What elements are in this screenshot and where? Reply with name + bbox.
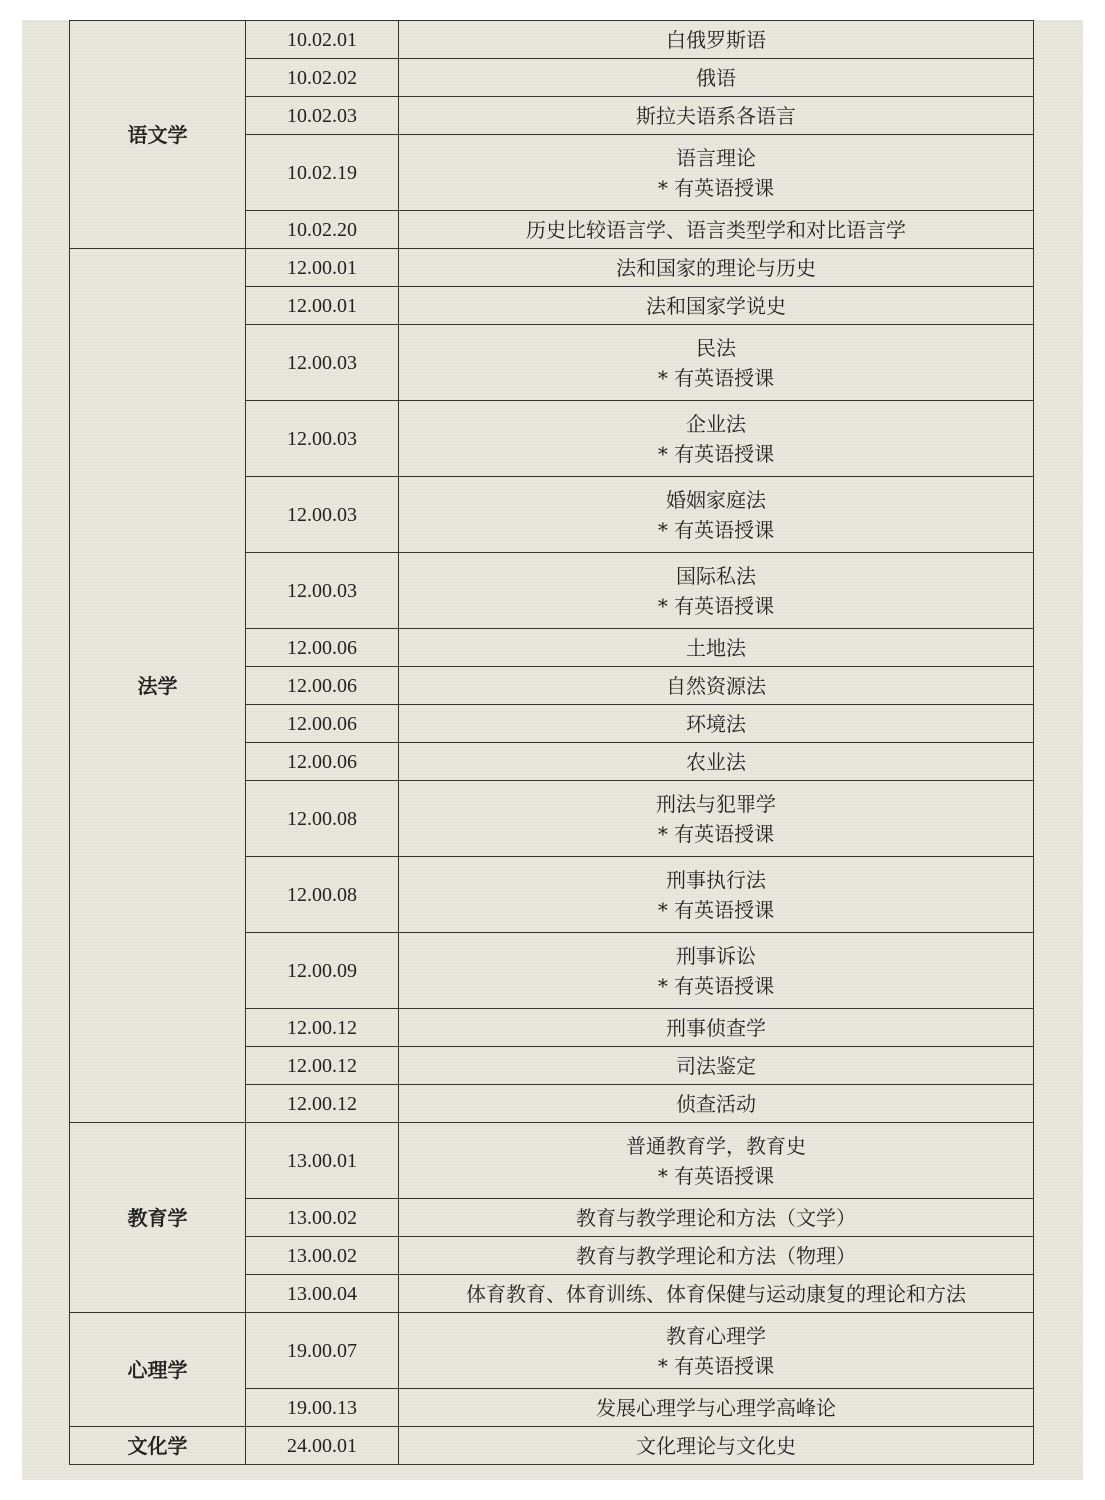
specialty-name: 教育与教学理论和方法（文学） (576, 1205, 856, 1230)
english-taught-note: * 有英语授课 (657, 1353, 775, 1378)
code-cell: 12.00.09 (246, 933, 399, 1009)
specialty-name: 教育与教学理论和方法（物理） (576, 1243, 856, 1268)
specialty-cell (399, 553, 1034, 629)
specialty-cell (399, 325, 1034, 401)
specialty-cell (399, 1199, 1034, 1237)
specialty-name: 法和国家学说史 (646, 293, 786, 318)
code-cell: 12.00.03 (246, 401, 399, 477)
english-taught-note: * 有英语授课 (657, 821, 775, 846)
specialty-cell (399, 933, 1034, 1009)
specialty-cell (399, 1123, 1034, 1199)
table-row (70, 1123, 1034, 1199)
specialty-cell (399, 135, 1034, 211)
code-cell: 13.00.02 (246, 1237, 399, 1275)
english-taught-note: * 有英语授课 (657, 1163, 775, 1188)
code-cell: 10.02.01 (246, 21, 399, 59)
code-cell: 24.00.01 (246, 1427, 399, 1465)
specialty-cell (399, 59, 1034, 97)
english-taught-note: * 有英语授课 (657, 441, 775, 466)
specialty-cell (399, 21, 1034, 59)
specialty-cell (399, 97, 1034, 135)
specialty-name: 发展心理学与心理学高峰论 (596, 1395, 836, 1420)
code-cell: 10.02.03 (246, 97, 399, 135)
specialty-name: 刑事诉讼 (676, 943, 756, 968)
english-taught-note: * 有英语授课 (657, 973, 775, 998)
field-cell: 语文学 (70, 21, 246, 249)
specialty-cell (399, 1275, 1034, 1313)
code-cell: 10.02.20 (246, 211, 399, 249)
specialty-name: 刑事侦查学 (666, 1015, 766, 1040)
english-taught-note: * 有英语授课 (657, 175, 775, 200)
field-cell: 文化学 (70, 1427, 246, 1465)
english-taught-note: * 有英语授课 (657, 897, 775, 922)
specialty-name: 侦查活动 (676, 1091, 756, 1116)
specialty-name: 文化理论与文化史 (636, 1433, 796, 1458)
code-cell: 12.00.01 (246, 287, 399, 325)
field-cell: 心理学 (70, 1313, 246, 1427)
specialty-name: 农业法 (686, 749, 746, 774)
code-cell: 12.00.12 (246, 1047, 399, 1085)
code-cell: 12.00.06 (246, 705, 399, 743)
specialty-cell (399, 857, 1034, 933)
code-cell: 10.02.02 (246, 59, 399, 97)
code-cell: 12.00.06 (246, 743, 399, 781)
specialty-cell (399, 249, 1034, 287)
specialty-name: 企业法 (686, 411, 746, 436)
table-row (70, 1313, 1034, 1389)
specialty-name: 自然资源法 (666, 673, 766, 698)
specialty-cell (399, 705, 1034, 743)
code-cell: 12.00.01 (246, 249, 399, 287)
code-cell: 12.00.03 (246, 553, 399, 629)
specialty-name: 婚姻家庭法 (666, 487, 766, 512)
code-cell: 10.02.19 (246, 135, 399, 211)
english-taught-note: * 有英语授课 (657, 517, 775, 542)
code-cell: 13.00.04 (246, 1275, 399, 1313)
specialty-cell (399, 1237, 1034, 1275)
specialty-name: 语言理论 (676, 145, 756, 170)
specialty-cell (399, 781, 1034, 857)
specialty-name: 白俄罗斯语 (666, 27, 766, 52)
code-cell: 12.00.06 (246, 629, 399, 667)
specialty-cell (399, 667, 1034, 705)
specialty-cell (399, 477, 1034, 553)
specialty-name: 国际私法 (676, 563, 756, 588)
table-row (70, 1427, 1034, 1465)
specialty-cell (399, 1427, 1034, 1465)
specialty-table (69, 20, 1034, 1465)
table-row (70, 249, 1034, 287)
specialty-name: 教育心理学 (666, 1323, 766, 1348)
code-cell: 13.00.02 (246, 1199, 399, 1237)
field-cell: 法学 (70, 249, 246, 1123)
specialty-name: 环境法 (686, 711, 746, 736)
code-cell: 19.00.13 (246, 1389, 399, 1427)
specialty-cell (399, 211, 1034, 249)
table-row (70, 21, 1034, 59)
specialty-cell (399, 1047, 1034, 1085)
code-cell: 19.00.07 (246, 1313, 399, 1389)
code-cell: 12.00.08 (246, 781, 399, 857)
specialty-name: 刑事执行法 (666, 867, 766, 892)
specialty-cell (399, 287, 1034, 325)
english-taught-note: * 有英语授课 (657, 593, 775, 618)
specialty-name: 司法鉴定 (676, 1053, 756, 1078)
code-cell: 12.00.08 (246, 857, 399, 933)
code-cell: 12.00.03 (246, 477, 399, 553)
specialty-name: 历史比较语言学、语言类型学和对比语言学 (526, 217, 906, 242)
code-cell: 12.00.03 (246, 325, 399, 401)
specialty-name: 体育教育、体育训练、体育保健与运动康复的理论和方法 (466, 1281, 966, 1306)
code-cell: 12.00.12 (246, 1009, 399, 1047)
field-cell: 教育学 (70, 1123, 246, 1313)
code-cell: 12.00.06 (246, 667, 399, 705)
code-cell: 13.00.01 (246, 1123, 399, 1199)
specialty-cell (399, 1085, 1034, 1123)
specialty-name: 斯拉夫语系各语言 (636, 103, 796, 128)
specialty-cell (399, 629, 1034, 667)
specialty-cell (399, 401, 1034, 477)
specialty-cell (399, 1389, 1034, 1427)
specialty-name: 民法 (696, 335, 736, 360)
specialty-cell (399, 1313, 1034, 1389)
specialty-name: 土地法 (686, 635, 746, 660)
specialty-cell (399, 1009, 1034, 1047)
specialty-name: 刑法与犯罪学 (656, 791, 776, 816)
specialty-cell (399, 743, 1034, 781)
specialty-name: 法和国家的理论与历史 (616, 255, 816, 280)
code-cell: 12.00.12 (246, 1085, 399, 1123)
specialty-name: 普通教育学，教育史 (626, 1133, 806, 1158)
specialty-name: 俄语 (696, 65, 736, 90)
english-taught-note: * 有英语授课 (657, 365, 775, 390)
